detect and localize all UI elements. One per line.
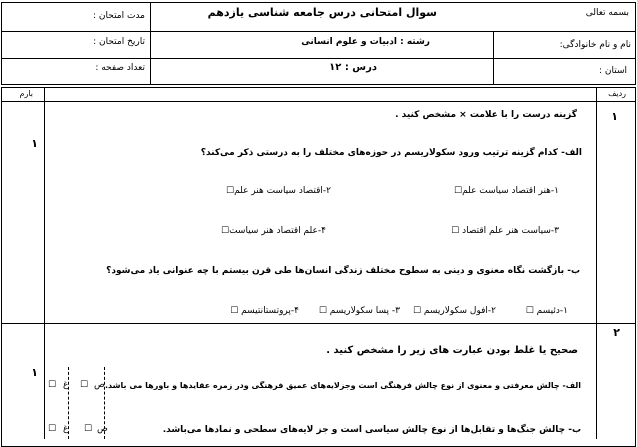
date-label: تاریخ امتحان :	[93, 37, 145, 47]
question-2a-text: الف- چالش معرفتی و معنوی از نوع چالش فرهنگی است وجزلایه‌های عمیق فرهنگی ودر زمره عقایدها و باورها می باشد.	[105, 381, 581, 390]
row-column-header: ردیف	[608, 89, 626, 98]
question-2b-text: ب- چالش جنگ‌ها و تقابل‌ها از نوع چالش سیاسی است و جز لایه‌های سطحی و نمادها می‌باشد.	[162, 425, 581, 435]
question-1-score: ۱	[31, 137, 38, 150]
header-col-divider	[150, 2, 151, 85]
bismillah: بسمه تعالی	[585, 8, 629, 18]
question-2b-true-label: ص	[97, 424, 108, 434]
field-label: رشته : ادبیات و علوم انسانی	[301, 37, 430, 47]
question-2a-false-checkbox[interactable]: ☐	[48, 380, 57, 390]
score-column-header: بارم	[19, 89, 33, 98]
question-2-score: ۱	[31, 366, 38, 379]
lesson-label: درس : ۱۲	[329, 62, 377, 73]
question-1a-option-3[interactable]: ۳-سیاست هنر علم اقتصاد ☐	[451, 226, 559, 236]
question-2b-false-label: غ	[63, 424, 69, 434]
question-1b-option-1[interactable]: ۱-دئیسم ☐	[525, 306, 568, 316]
column-header-divider	[1, 101, 636, 102]
question-1a-option-4[interactable]: ۴-علم اقتصاد هنر سیاست☐	[221, 226, 326, 236]
question-2-instruction: صحیح یا غلط بودن عبارت های زیر را مشخص کنید .	[326, 345, 578, 356]
question-1a-text: الف- کدام گزینه ترتیب ورود سکولاریسم در حوزه‌های مختلف را به درستی ذکر می‌کند؟	[200, 148, 582, 158]
question-1a-option-2[interactable]: ۲-اقتصاد سیاست هنر علم☐	[226, 186, 331, 196]
name-label: نام و نام خانوادگی:	[559, 40, 631, 50]
question-2a-true-checkbox[interactable]: ☐	[80, 380, 89, 390]
question-1a-option-1[interactable]: ۱-هنر اقتصاد سیاست علم☐	[454, 186, 559, 196]
question-1b-text: ب- بازگشت نگاه معنوی و دینی به سطوح مختلف زندگی انسان‌ها طی قرن بیستم با چه عنوانی یاد می‌شود؟	[106, 266, 580, 276]
question-2a-false-label: غ	[63, 380, 69, 390]
header-col-divider	[493, 31, 494, 85]
question-1b-option-2[interactable]: ۲-افول سکولاریسم ☐	[412, 306, 496, 316]
question-1-instruction: گزینه درست را با علامت × مشخص کنید .	[395, 110, 577, 120]
question-1b-option-4[interactable]: ۴-پروتستانتیسم ☐	[230, 306, 299, 316]
question-2b-false-checkbox[interactable]: ☐	[48, 424, 57, 434]
question-1b-option-3[interactable]: ۳- پسا سکولاریسم ☐	[318, 306, 400, 316]
question-2-number: ۲	[613, 326, 620, 339]
header-row-divider	[1, 58, 636, 59]
question-2b-true-checkbox[interactable]: ☐	[84, 424, 93, 434]
page-count-label: تعداد صفحه :	[95, 63, 145, 73]
question-1-number: ۱	[611, 110, 618, 123]
header-row-divider	[1, 31, 636, 32]
province-label: استان :	[598, 66, 627, 76]
row-column-divider	[596, 87, 597, 439]
score-column-divider	[44, 87, 45, 439]
question-2a-true-label: ص	[94, 380, 105, 390]
question-divider	[1, 323, 636, 324]
exam-title: سوال امتحانی درس جامعه شناسی یازدهم	[207, 6, 437, 19]
duration-label: مدت امتحان :	[93, 11, 145, 21]
